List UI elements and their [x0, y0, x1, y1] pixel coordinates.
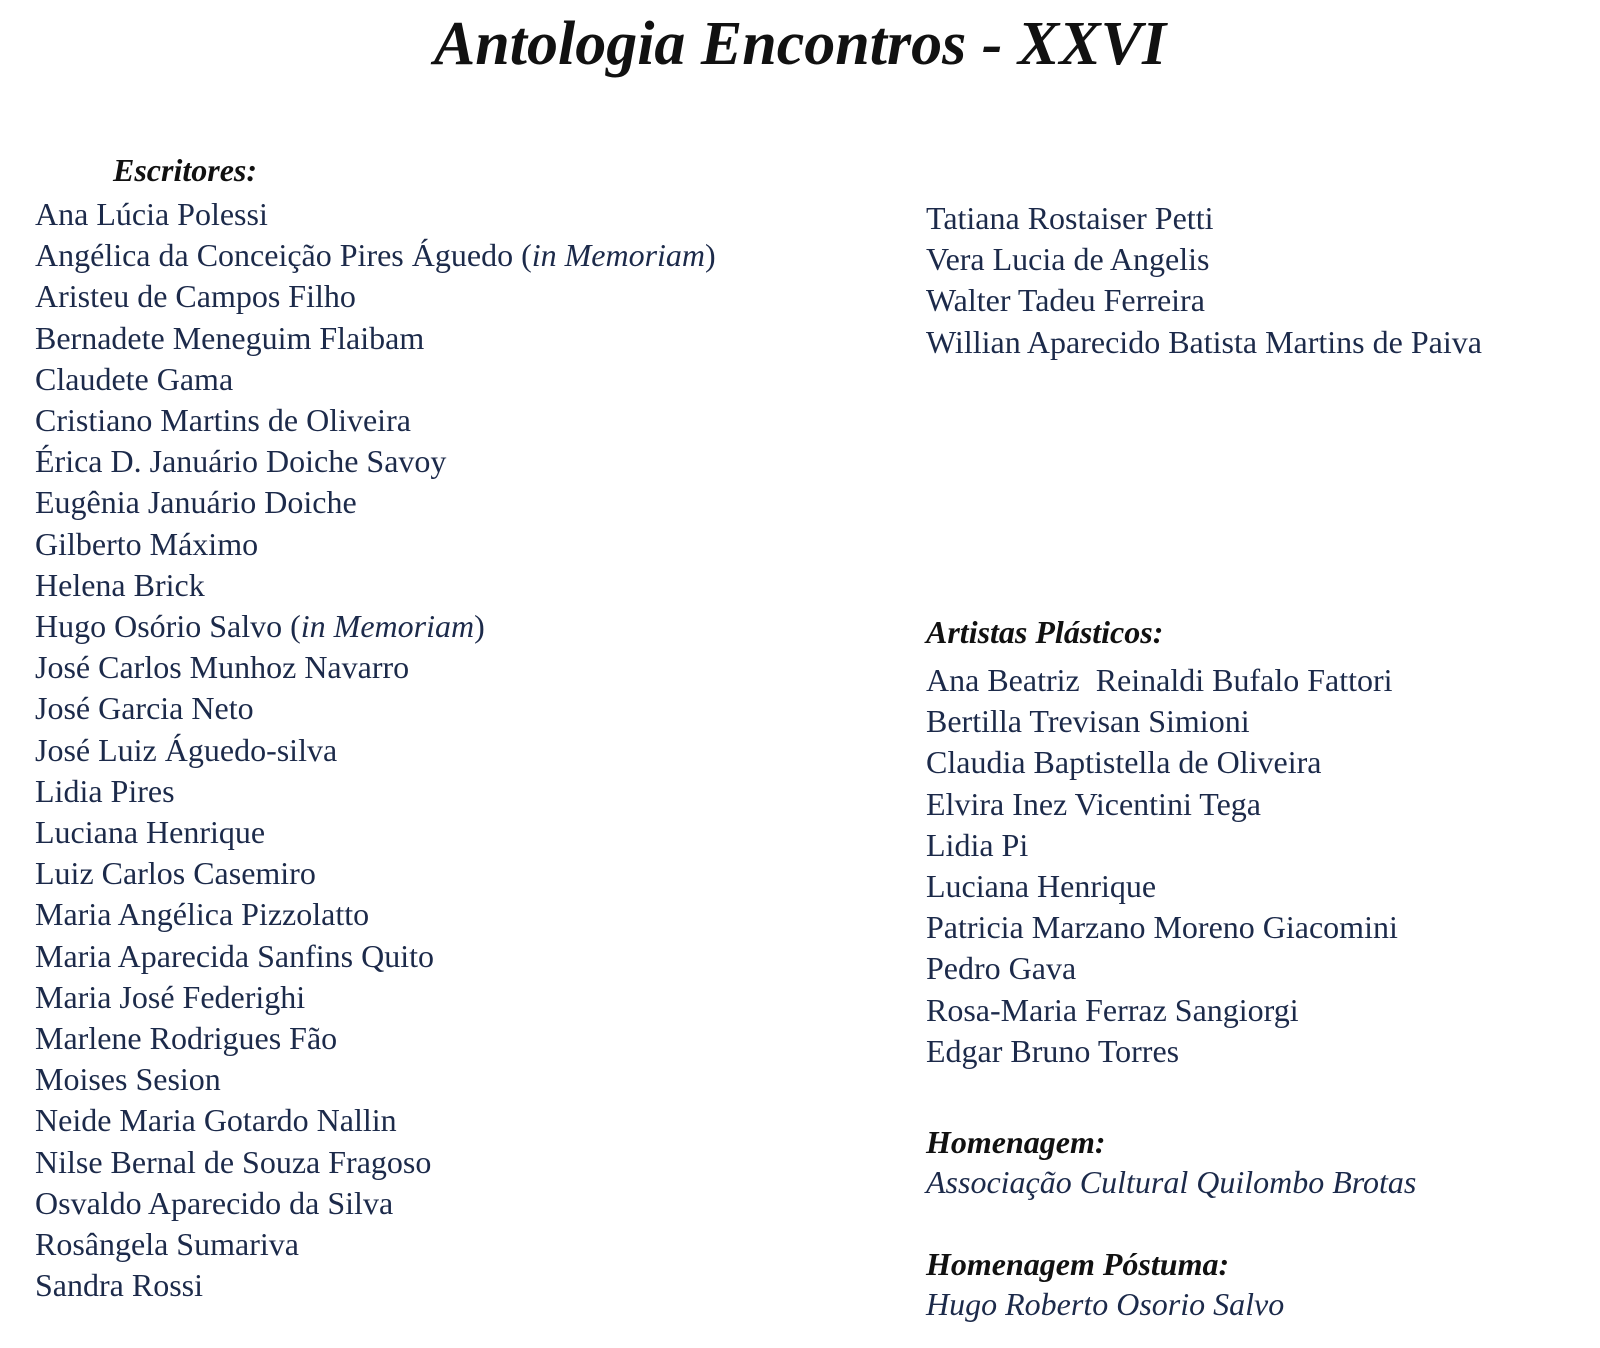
list-item: Érica D. Januário Doiche Savoy: [35, 443, 447, 480]
escritores-list-continued: [926, 198, 1586, 363]
list-item: José Carlos Munhoz Navarro: [35, 649, 410, 686]
list-item: Lidia Pi: [926, 826, 1029, 863]
memoriam-note: in Memoriam: [531, 237, 706, 274]
list-item: Neide Maria Gotardo Nallin: [35, 1102, 397, 1139]
homenagem-postuma-heading: Homenagem Póstuma:: [926, 1246, 1230, 1282]
list-item: Bertilla Trevisan Simioni: [926, 703, 1250, 740]
list-item: Nilse Bernal de Souza Fragoso: [35, 1143, 432, 1180]
list-item: Lidia Pires: [35, 772, 175, 809]
list-item: Patricia Marzano Moreno Giacomini: [926, 909, 1398, 946]
list-item: Maria José Federighi: [35, 978, 306, 1015]
list-item: Luciana Henrique: [926, 868, 1157, 905]
list-item: Cristiano Martins de Oliveira: [35, 402, 411, 439]
list-item: Helena Brick: [35, 566, 205, 603]
list-item: Aristeu de Campos Filho: [35, 278, 356, 315]
list-item: Elvira Inez Vicentini Tega: [926, 785, 1261, 822]
list-item: Gilberto Máximo: [35, 525, 259, 562]
list-item: Maria Angélica Pizzolatto: [35, 896, 370, 933]
list-item: Luiz Carlos Casemiro: [35, 855, 316, 892]
list-item: Osvaldo Aparecido da Silva: [35, 1184, 394, 1221]
list-item: José Garcia Neto: [35, 690, 254, 727]
page-title: Antologia Encontros - XXVI: [433, 10, 1167, 78]
list-item: Pedro Gava: [926, 950, 1077, 987]
escritores-heading: Escritores:: [113, 152, 257, 188]
homenagem-heading: Homenagem:: [926, 1124, 1106, 1160]
list-item: Luciana Henrique: [35, 814, 266, 851]
list-item: Rosa-Maria Ferraz Sangiorgi: [926, 991, 1299, 1028]
artistas-heading: Artistas Plásticos:: [926, 614, 1164, 650]
list-item: Moises Sesion: [35, 1061, 221, 1098]
homenagem-postuma-honoree: Hugo Roberto Osorio Salvo: [926, 1286, 1285, 1322]
list-item: José Luiz Águedo-silva: [35, 731, 338, 768]
list-item: Hugo Osório Salvo (in Memoriam): [35, 608, 485, 645]
list-item: Claudia Baptistella de Oliveira: [926, 744, 1322, 781]
list-item: Willian Aparecido Batista Martins de Paiva: [926, 323, 1482, 360]
list-item: Edgar Bruno Torres: [926, 1032, 1180, 1069]
list-item: Tatiana Rostaiser Petti: [926, 200, 1214, 236]
list-item: Bernadete Meneguim Flaibam: [35, 319, 425, 356]
list-item: Angélica da Conceição Pires Águedo (in Memoriam): [35, 237, 716, 274]
artistas-list: [926, 660, 1586, 1072]
list-item: Ana Lúcia Polessi: [35, 196, 268, 232]
list-item: Maria Aparecida Sanfins Quito: [35, 937, 434, 974]
escritores-list: [35, 194, 895, 1306]
list-item: Ana Beatriz Reinaldi Bufalo Fattori: [926, 662, 1393, 698]
list-item: Vera Lucia de Angelis: [926, 241, 1210, 278]
memoriam-note: in Memoriam: [300, 608, 475, 645]
homenagem-section: [926, 1122, 1586, 1202]
list-item: Rosângela Sumariva: [35, 1226, 299, 1263]
list-item: Eugênia Januário Doiche: [35, 484, 357, 521]
homenagem-postuma-section: [926, 1244, 1586, 1324]
list-item: Claudete Gama: [35, 360, 234, 397]
list-item: Walter Tadeu Ferreira: [926, 282, 1205, 319]
homenagem-honoree: Associação Cultural Quilombo Brotas: [926, 1164, 1417, 1200]
artistas-section: [926, 612, 1586, 1072]
list-item: Marlene Rodrigues Fão: [35, 1020, 338, 1057]
escritores-column: [35, 150, 895, 1306]
list-item: Sandra Rossi: [35, 1267, 203, 1304]
escritores-continued-column: [926, 198, 1586, 363]
